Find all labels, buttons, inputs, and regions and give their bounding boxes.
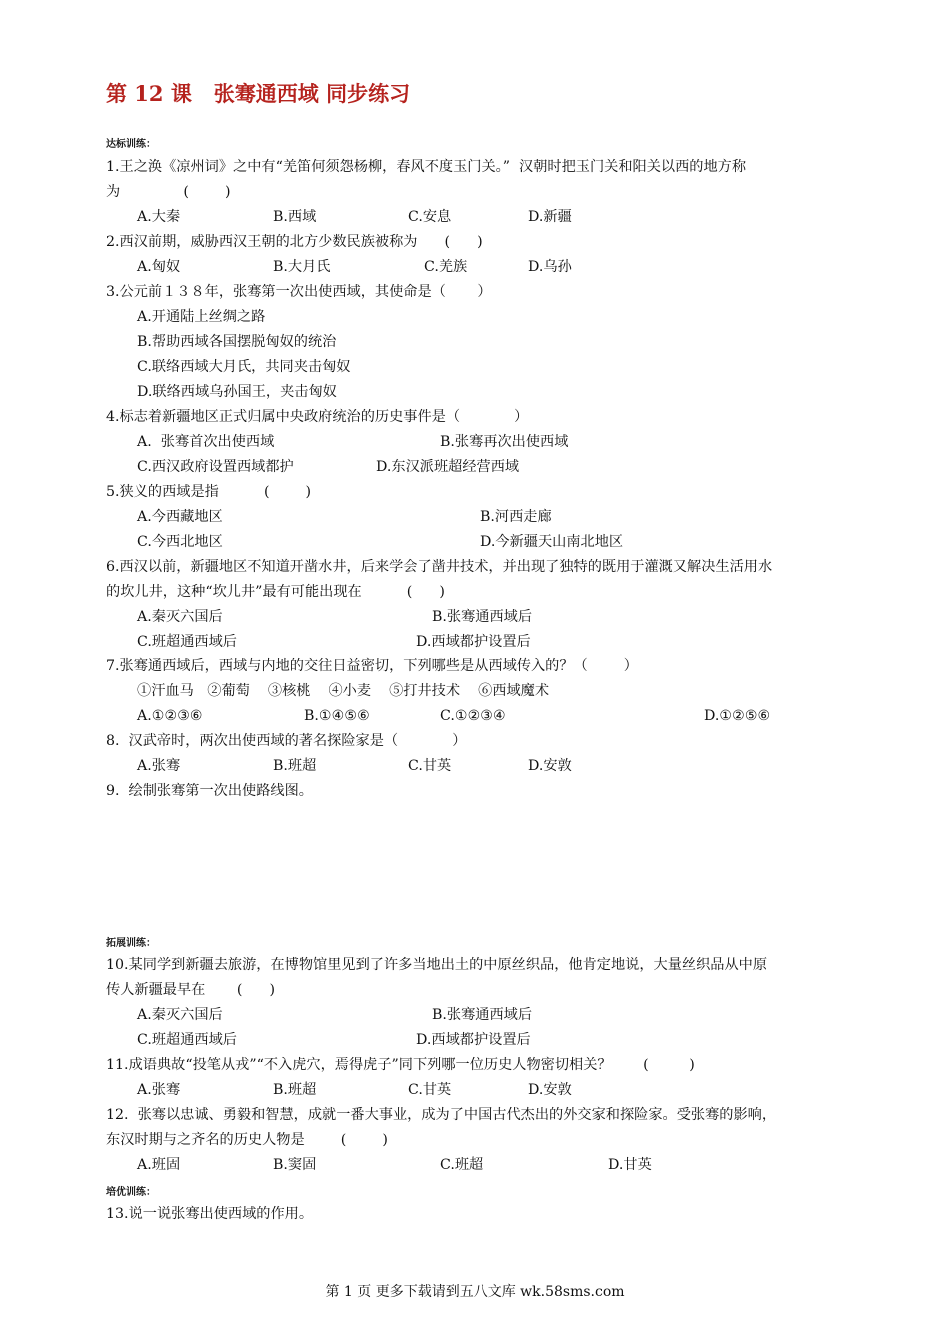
question-10-stem-line2: 传人新疆最早在 ( ) <box>106 982 276 998</box>
question-3-option-a: A.开通陆上丝绸之路 <box>137 309 266 325</box>
question-2-stem: 2.西汉前期，威胁西汉王朝的北方少数民族被称为 ( ) <box>106 234 483 250</box>
question-8-option-a: A.张骞 <box>137 758 181 774</box>
question-7-items: ①汗血马 ②葡萄 ③核桃 ④小麦 ⑤打井技术 ⑥西域魔术 <box>137 683 550 699</box>
question-4-option-d: D.东汉派班超经营西域 <box>376 459 520 475</box>
question-12-option-a: A.班固 <box>137 1157 181 1173</box>
question-10-option-d: D.西域都护设置后 <box>416 1032 531 1048</box>
question-8-option-d: D.安敦 <box>528 758 572 774</box>
question-10-stem-line1: 10.某同学到新疆去旅游，在博物馆里见到了许多当地出土的中原丝织品，他肯定地说，大量丝织品从中原 <box>106 957 768 973</box>
question-5-option-d: D.今新疆天山南北地区 <box>480 534 624 550</box>
question-11-option-c: C.甘英 <box>408 1082 452 1098</box>
question-10-option-b: B.张骞通西域后 <box>432 1007 533 1023</box>
question-1-stem-line2: 为 ( ) <box>106 184 231 200</box>
question-5-option-c: C.今西北地区 <box>137 534 223 550</box>
question-12-option-d: D.甘英 <box>608 1157 652 1173</box>
question-8-option-c: C.甘英 <box>408 758 452 774</box>
section-heading-basic: 达标训练： <box>106 139 156 150</box>
question-7-option-d: D.①②⑤⑥ <box>704 708 771 724</box>
question-4-option-c: C.西汉政府设置西域都护 <box>137 459 294 475</box>
question-4-stem: 4.标志着新疆地区正式归属中央政府统治的历史事件是（ ） <box>106 409 529 425</box>
page-footer: 第 1 页 更多下载请到五八文库 wk.58sms.com <box>325 1284 625 1300</box>
question-7-stem: 7.张骞通西域后，西域与内地的交往日益密切，下列哪些是从西域传入的？（ ） <box>106 658 638 674</box>
question-11-option-b: B.班超 <box>273 1082 317 1098</box>
question-1-option-b: B.西域 <box>273 209 317 225</box>
section-heading-advanced: 培优训练： <box>106 1187 156 1198</box>
question-12-option-c: C.班超 <box>440 1157 484 1173</box>
section-heading-extended: 拓展训练： <box>106 938 156 949</box>
question-3-option-b: B.帮助西域各国摆脱匈奴的统治 <box>137 334 337 350</box>
question-6-option-a: A.秦灭六国后 <box>137 609 223 625</box>
question-11-option-d: D.安敦 <box>528 1082 572 1098</box>
page-title: 第 12 课 张骞通西域 同步练习 <box>106 81 411 106</box>
question-3-option-c: C.联络西域大月氏，共同夹击匈奴 <box>137 359 351 375</box>
question-7-option-a: A.①②③⑥ <box>137 708 203 724</box>
question-8-option-b: B.班超 <box>273 758 317 774</box>
question-4-option-b: B.张骞再次出使西域 <box>440 434 569 450</box>
question-7-option-b: B.①④⑤⑥ <box>304 708 370 724</box>
question-6-stem-line2: 的坎儿井，这种“坎儿井”最有可能出现在 ( ) <box>106 584 445 600</box>
question-12-stem-line2: 东汉时期与之齐名的历史人物是 ( ) <box>106 1132 388 1148</box>
question-2-option-d: D.乌孙 <box>528 259 572 275</box>
question-10-option-c: C.班超通西域后 <box>137 1032 237 1048</box>
question-10-option-a: A.秦灭六国后 <box>137 1007 223 1023</box>
question-5-option-b: B.河西走廊 <box>480 509 552 525</box>
question-13-stem: 13.说一说张骞出使西域的作用。 <box>106 1206 314 1222</box>
question-1-option-c: C.安息 <box>408 209 452 225</box>
question-5-option-a: A.今西藏地区 <box>137 509 223 525</box>
question-6-option-d: D.西域都护设置后 <box>416 634 531 650</box>
question-8-stem: 8. 汉武帝时，两次出使西域的著名探险家是（ ） <box>106 733 467 749</box>
question-4-option-a: A. 张骞首次出使西域 <box>137 434 275 450</box>
question-5-stem: 5.狭义的西域是指 ( ) <box>106 484 312 500</box>
question-11-stem: 11.成语典故“投笔从戎”“不入虎穴，焉得虎子”同下列哪一位历史人物密切相关？ ( ) <box>106 1057 695 1073</box>
question-6-option-c: C.班超通西域后 <box>137 634 237 650</box>
question-12-stem-line1: 12. 张骞以忠诚、勇毅和智慧，成就一番大事业，成为了中国古代杰出的外交家和探险家。受张骞的影响， <box>106 1107 777 1123</box>
question-3-option-d: D.联络西域乌孙国王，夹击匈奴 <box>137 384 337 400</box>
question-2-option-c: C.羌族 <box>424 259 468 275</box>
question-2-option-b: B.大月氏 <box>273 259 331 275</box>
question-6-stem-line1: 6.西汉以前，新疆地区不知道开凿水井，后来学会了凿井技术，并出现了独特的既用于灌溉又解决生活用水 <box>106 559 773 575</box>
question-9-stem: 9. 绘制张骞第一次出使路线图。 <box>106 783 313 799</box>
question-1-stem-line1: 1.王之涣《凉州词》之中有“羌笛何须怨杨柳，春风不度玉门关。” 汉朝时把玉门关和阳关以西的地方称 <box>106 159 747 175</box>
question-11-option-a: A.张骞 <box>137 1082 181 1098</box>
question-3-stem: 3.公元前１３８年，张骞第一次出使西域，其使命是（ ） <box>106 284 492 300</box>
question-1-option-d: D.新疆 <box>528 209 572 225</box>
question-6-option-b: B.张骞通西域后 <box>432 609 533 625</box>
question-2-option-a: A.匈奴 <box>137 259 181 275</box>
question-7-option-c: C.①②③④ <box>440 708 506 724</box>
question-1-option-a: A.大秦 <box>137 209 181 225</box>
question-12-option-b: B.窦固 <box>273 1157 317 1173</box>
